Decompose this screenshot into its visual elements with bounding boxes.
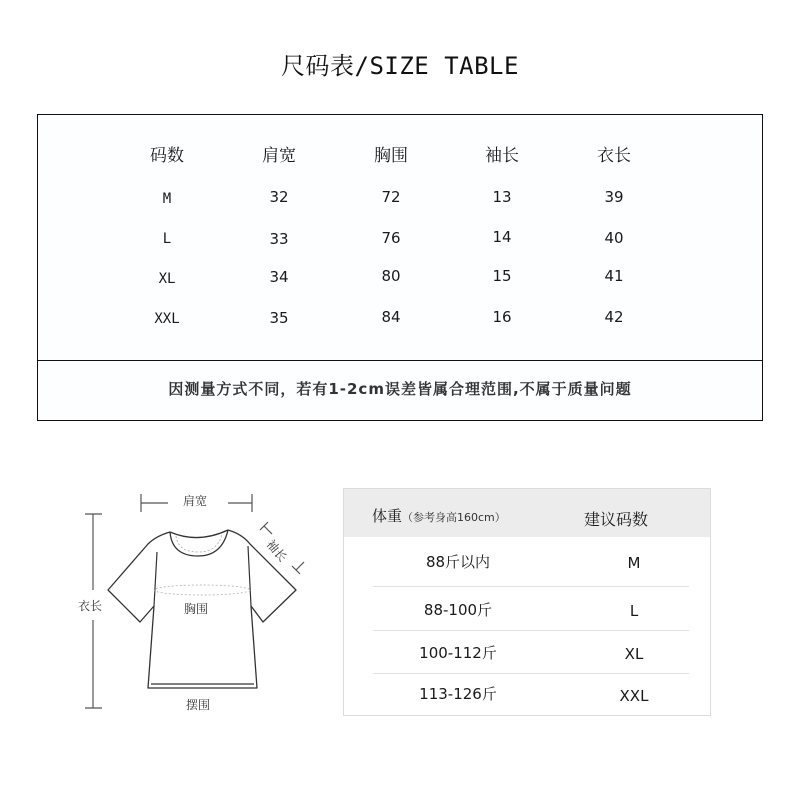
table-cell-size: L (162, 231, 172, 247)
table-cell-length: 42 (604, 308, 624, 326)
table-cell-size: XL (158, 271, 176, 287)
table-cell-shoulder: 32 (269, 188, 289, 206)
header-shoulder: 肩宽 (262, 146, 296, 166)
size-cell: L (629, 602, 639, 620)
table-cell-length: 40 (604, 229, 624, 247)
header-sleeve: 袖长 (485, 146, 519, 166)
table-cell-sleeve: 14 (492, 228, 512, 246)
weight-cell: 113-126斤 (419, 685, 497, 703)
table-cell-sleeve: 16 (492, 308, 512, 326)
weight-size-table (343, 488, 711, 716)
weight-cell: 88斤以内 (425, 553, 491, 571)
header-weight (372, 505, 506, 526)
row-divider (373, 630, 689, 631)
hem-label: 摆围 (186, 698, 211, 712)
shoulder-width-label: 肩宽 (183, 494, 208, 508)
size-cell: XL (624, 645, 644, 663)
weight-cell: 88-100斤 (423, 601, 493, 619)
measurement-diagram (60, 480, 320, 720)
size-table (37, 114, 763, 421)
table-cell-sleeve: 15 (492, 267, 512, 285)
header-weight-label: 体重 (372, 507, 403, 525)
table-cell-shoulder: 33 (269, 230, 289, 248)
header-weight-sub: （参考身高160cm） (402, 511, 506, 524)
table-divider (38, 360, 762, 361)
length-label: 衣长 (78, 599, 103, 613)
chest-label: 胸围 (184, 602, 209, 616)
table-cell-chest: 80 (381, 267, 401, 285)
measurement-note: 因测量方式不同，若有1-2cm误差皆属合理范围,不属于质量问题 (168, 380, 632, 398)
table-cell-shoulder: 35 (269, 309, 289, 327)
sleeve-length-label: 袖长 (263, 537, 290, 565)
table-cell-length: 39 (604, 188, 624, 206)
table-cell-size: M (162, 191, 172, 207)
table-cell-shoulder: 34 (269, 268, 289, 286)
table-cell-sleeve: 13 (492, 188, 512, 206)
page-title: 尺码表/SIZE TABLE (281, 52, 519, 80)
weight-cell: 100-112斤 (419, 644, 497, 662)
table-cell-chest: 84 (381, 308, 401, 326)
table-cell-chest: 72 (381, 188, 401, 206)
table-cell-chest: 76 (381, 229, 401, 247)
size-cell: M (627, 554, 641, 572)
weight-table-header (344, 489, 710, 537)
table-cell-size: XXL (154, 311, 180, 327)
header-chest: 胸围 (374, 146, 408, 166)
row-divider (373, 673, 689, 674)
header-length: 衣长 (597, 146, 631, 166)
header-size: 码数 (150, 146, 184, 166)
size-cell: XXL (619, 687, 649, 705)
row-divider (373, 586, 689, 587)
table-cell-length: 41 (604, 267, 624, 285)
header-suggested-size: 建议码数 (584, 510, 649, 529)
